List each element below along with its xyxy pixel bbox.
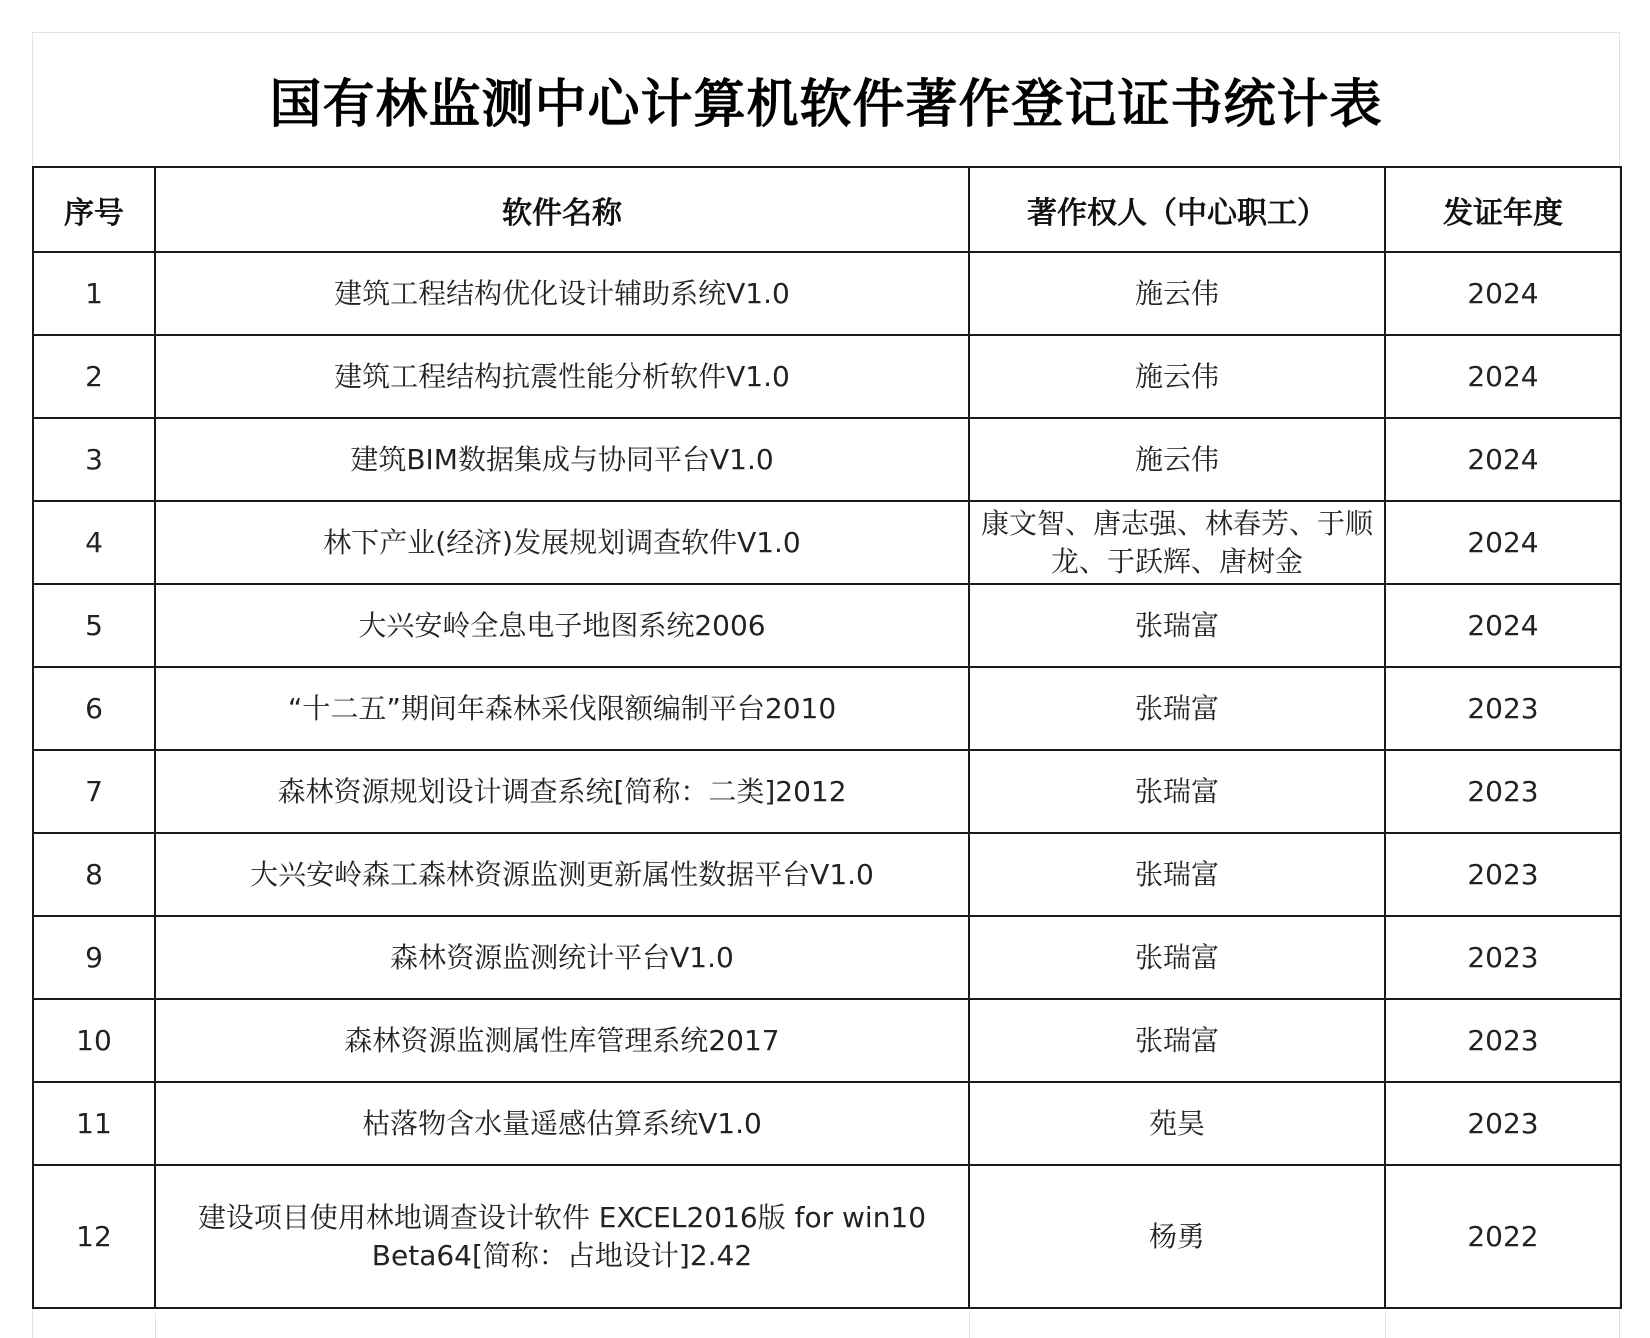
- cell-owner: 苑昊: [969, 1082, 1385, 1165]
- cell-year: 2024: [1385, 335, 1621, 418]
- cell-owner: 张瑞富: [969, 584, 1385, 667]
- cell-no: 6: [33, 667, 155, 750]
- cell-owner: 杨勇: [969, 1165, 1385, 1308]
- page-title: 国有林监测中心计算机软件著作登记证书统计表: [269, 73, 1383, 135]
- cell-year: 2023: [1385, 667, 1621, 750]
- header-row: [33, 167, 1621, 252]
- cell-software-name: 大兴安岭全息电子地图系统2006: [155, 584, 969, 667]
- cell-no: 11: [33, 1082, 155, 1165]
- cell-owner: 张瑞富: [969, 750, 1385, 833]
- cell-no: 9: [33, 916, 155, 999]
- cell-software-name: 建筑工程结构抗震性能分析软件V1.0: [155, 335, 969, 418]
- cell-software-name: 枯落物含水量遥感估算系统V1.0: [155, 1082, 969, 1165]
- table-row: [33, 584, 1621, 667]
- cell-year: 2024: [1385, 584, 1621, 667]
- cell-owner: 康文智、唐志强、林春芳、于顺龙、于跃辉、唐树金: [969, 501, 1385, 584]
- table-row: [33, 1082, 1621, 1165]
- table-row: [33, 750, 1621, 833]
- cell-owner: 施云伟: [969, 335, 1385, 418]
- cell-owner: 张瑞富: [969, 667, 1385, 750]
- cell-owner: 施云伟: [969, 252, 1385, 335]
- cell-no: 10: [33, 999, 155, 1082]
- cell-year: 2023: [1385, 1082, 1621, 1165]
- table-row: [33, 1165, 1621, 1308]
- table-row: [33, 916, 1621, 999]
- column-header-copyright-owner: 著作权人（中心职工）: [969, 167, 1385, 252]
- table-row: [33, 999, 1621, 1082]
- cell-owner: 张瑞富: [969, 999, 1385, 1082]
- cell-year: 2023: [1385, 833, 1621, 916]
- cell-software-name: 大兴安岭森工森林资源监测更新属性数据平台V1.0: [155, 833, 969, 916]
- cell-year: 2023: [1385, 916, 1621, 999]
- cell-software-name: 建筑BIM数据集成与协同平台V1.0: [155, 418, 969, 501]
- certificate-table: [32, 166, 1622, 1309]
- column-header-software-name: 软件名称: [155, 167, 969, 252]
- cell-year: 2022: [1385, 1165, 1621, 1308]
- column-header-no: 序号: [33, 167, 155, 252]
- cell-software-name: “十二五”期间年森林采伐限额编制平台2010: [155, 667, 969, 750]
- cell-owner: 张瑞富: [969, 833, 1385, 916]
- column-header-issue-year: 发证年度: [1385, 167, 1621, 252]
- cell-year: 2024: [1385, 252, 1621, 335]
- cell-year: 2024: [1385, 501, 1621, 584]
- table-row: [33, 335, 1621, 418]
- table-row: [33, 418, 1621, 501]
- cell-no: 2: [33, 335, 155, 418]
- cell-no: 5: [33, 584, 155, 667]
- cell-year: 2023: [1385, 750, 1621, 833]
- table-row: [33, 833, 1621, 916]
- cell-no: 8: [33, 833, 155, 916]
- cell-owner: 施云伟: [969, 418, 1385, 501]
- cell-software-name: 建设项目使用林地调查设计软件 EXCEL2016版 for win10 Beta64[简称：占地设计]2.42: [155, 1165, 969, 1308]
- cell-owner: 张瑞富: [969, 916, 1385, 999]
- cell-software-name: 林下产业(经济)发展规划调查软件V1.0: [155, 501, 969, 584]
- cell-software-name: 森林资源监测统计平台V1.0: [155, 916, 969, 999]
- cell-year: 2023: [1385, 999, 1621, 1082]
- cell-no: 4: [33, 501, 155, 584]
- cell-no: 12: [33, 1165, 155, 1308]
- table-row: [33, 252, 1621, 335]
- cell-year: 2024: [1385, 418, 1621, 501]
- gridline: [969, 1313, 970, 1338]
- table-row: [33, 667, 1621, 750]
- cell-software-name: 森林资源规划设计调查系统[简称：二类]2012: [155, 750, 969, 833]
- gridline: [155, 1313, 156, 1338]
- table-row: [33, 501, 1621, 584]
- cell-software-name: 森林资源监测属性库管理系统2017: [155, 999, 969, 1082]
- gridline: [1385, 1313, 1386, 1338]
- cell-no: 3: [33, 418, 155, 501]
- cell-no: 1: [33, 252, 155, 335]
- cell-software-name: 建筑工程结构优化设计辅助系统V1.0: [155, 252, 969, 335]
- cell-no: 7: [33, 750, 155, 833]
